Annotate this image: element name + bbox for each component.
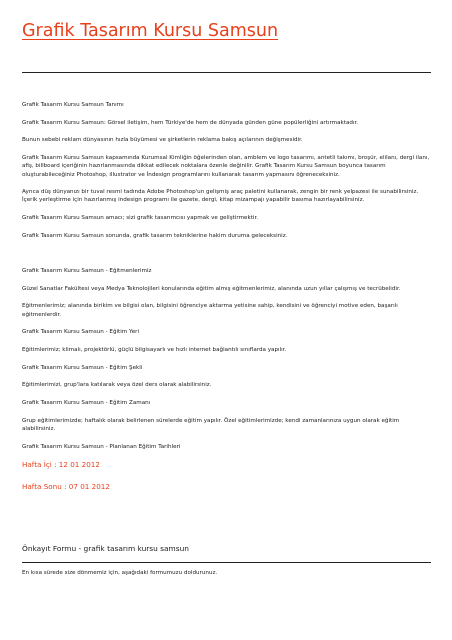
page-title-link[interactable]: Grafik Tasarım Kursu Samsun [22,21,279,41]
paragraph-format: Eğitimlerimizi, grup'lara katılarak veya özel ders olarak alabilirsiniz. [22,382,212,389]
paragraph-photoshop: Ayrıca düş dünyanızı bir tuval resmi tadında Adobe Photoshop'un gelişmiş araç paletini kullanarak, zengin bir renk yelpazesi ile sunabilirsiniz. İçerik yerleştirme için hazırlanmış indesign programı ile gazete, dergi, kitap mizampajı yapabilir basıma hazırlayabilirsiniz. [22,189,419,204]
form-title: Önkayıt Formu - grafik tasarım kursu samsun [22,544,189,553]
paragraph-reason: Bunun sebebi reklam dünyasının hızla büyümesi ve şirketlerin reklama bakış açılarının değişmesidir. [22,137,303,144]
section-heading-sekli: Grafik Tasarım Kursu Samsun - Eğitim Şekli [22,364,143,371]
paragraph-goal: Grafik Tasarım Kursu Samsun amacı; sizi grafik tasarımcısı yapmak ve geliştirmektir. [22,215,259,222]
paragraph-scope: Grafik Tasarım Kursu Samsun kapsamında Kurumsal Kimliğin öğelerinden olan, amblem ve logo tasarımı, antetli takımı, broşür, elilanı, dergi ilanı, afiş, billboard içeriğinin hazırlanmasında dikkat edilecek noktalara özenle değinilir. Grafik Tasarım Kursu Samsun boyunca tasarım oluşturabileceğiniz Photoshop, illustrator ve İndesign programlarını kullanarak tasarım yapmasını öğreneceksiniz. [22,155,430,178]
section-heading-tarihler: Grafik Tasarım Kursu Samsun - Planlanan Eğitim Tarihleri [22,443,181,450]
date-weekend: Hafta Sonu : 07 01 2012 [22,481,110,491]
date-weekday: Hafta İçi : 12 01 2012 [22,460,100,470]
bottom-divider [22,562,431,563]
section-heading-zamani: Grafik Tasarım Kursu Samsun - Eğitim Zamanı [22,400,151,407]
section-heading-egitmenler: Grafik Tasarım Kursu Samsun - Eğitmenlerimiz [22,268,152,275]
paragraph-outcome: Grafik Tasarım Kursu Samsun sonunda, grafik tasarım tekniklerine hakim duruma geleceksiniz. [22,232,288,239]
form-instructions: En kısa sürede size dönmemiz için, aşağıdaki formumuzu doldurunuz. [22,570,218,576]
top-divider [22,72,431,73]
section-heading-yeri: Grafik Tasarım Kursu Samsun - Eğitim Yeri [22,329,140,336]
paragraph-schedule: Grup eğitimlerimizde; haftalık olarak belirlenen sürelerde eğitim yapılır. Özel eğitimlerimizde; kendi zamanlarınıza uygun olarak eğitim alabilirsiniz. [22,417,400,433]
section-heading-tanimi: Grafik Tasarım Kursu Samsun Tanımı [22,102,124,108]
paragraph-intro: Grafik Tasarım Kursu Samsun: Görsel iletişim, hem Türkiye'de hem de dünyada günden güne popülerliğini artırmaktadır. [22,119,359,126]
article-body [22,101,431,491]
paragraph-trainers-1: Güzel Sanatlar Fakültesi veya Medya Teknolojileri konularında eğitim almış eğitmenlerimiz, alanında uzun yıllar çalışmış ve tecrübelidir. [22,285,401,292]
paragraph-location: Eğitimlerimiz; klimalı, projektörlü, güçlü bilgisayarlı ve hızlı internet bağlantılı sınıflarda yapılır. [22,347,287,354]
paragraph-trainers-2: Eğitmenlerimiz; alanında birikim ve bilgisi olan, bilgisini öğrenciye aktarma yetisine sahip, kendisini ve öğrenciyi motive eden, başarılı eğitmenlerdir. [22,303,398,318]
